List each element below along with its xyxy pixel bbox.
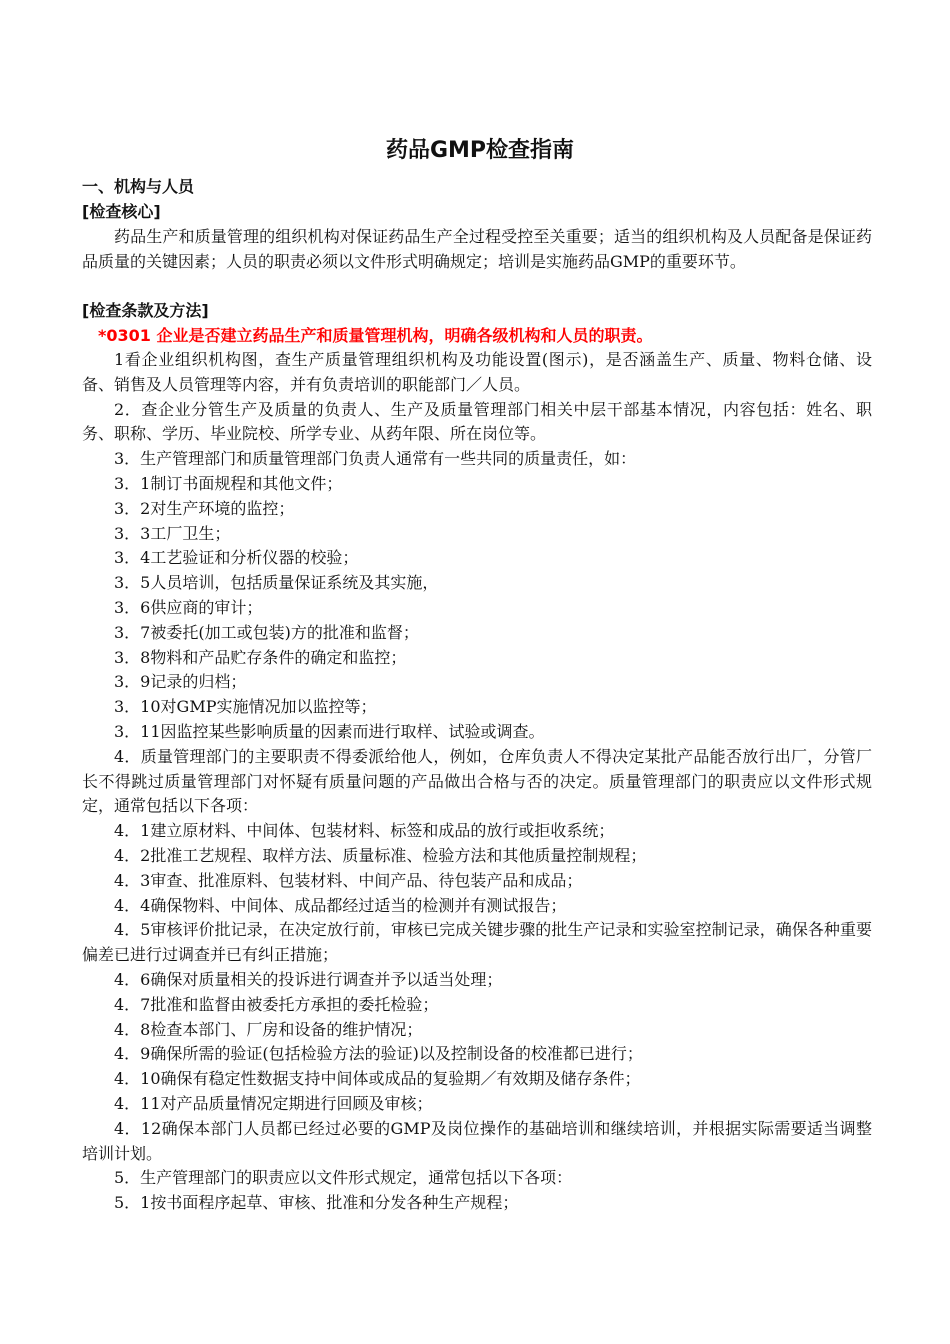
list-item: 3．6供应商的审计； (114, 597, 263, 617)
list-item: 3．生产管理部门和质量管理部门负责人通常有一些共同的质量责任，如： (114, 449, 637, 469)
list-item: 4．10确保有稳定性数据支持中间体或成品的复验期／有效期及储存条件； (114, 1069, 641, 1089)
list-item: 3．7被委托(加工或包装)方的批准和监督； (114, 622, 419, 642)
list-item: 3．10对GMP实施情况加以监控等； (114, 697, 377, 717)
list-item: 3．8物料和产品贮存条件的确定和监控； (114, 647, 407, 667)
list-item: 4．1建立原材料、中间体、包装材料、标签和成品的放行或拒收系统； (114, 821, 615, 841)
list-item: 4．12确保本部门人员都已经过必要的GMP及岗位操作的基础培训和继续培训，并根据实际需要适当调整培训计划。 (82, 1118, 872, 1163)
list-item: 4．8检查本部门、厂房和设备的维护情况； (114, 1019, 423, 1039)
list-item: 5．1按书面程序起草、审核、批准和分发各种生产规程； (114, 1193, 519, 1213)
core-heading: [检查核心] (82, 202, 161, 221)
list-item: 1看企业组织机构图，查生产质量管理组织机构及功能设置(图示)，是否涵盖生产、质量、物料仓储、设备、销售及人员管理等内容，并有负责培训的职能部门／人员。 (82, 350, 872, 394)
document-body (82, 134, 872, 1216)
core-paragraph: 药品生产和质量管理的组织机构对保证药品生产全过程受控至关重要；适当的组织机构及人员配备是保证药品质量的关键因素；人员的职责必须以文件形式明确规定；培训是实施药品GMP的重要环节。 (82, 227, 872, 271)
list-item: 4．2批准工艺规程、取样方法、质量标准、检验方法和其他质量控制规程； (114, 845, 647, 865)
list-item: 3．9记录的归档； (114, 672, 247, 692)
list-item: 4．5审核评价批记录，在决定放行前，审核已完成关键步骤的批生产记录和实验室控制记录，确保各种重要偏差已进行过调查并已有纠正措施； (82, 920, 872, 965)
list-item: 4．7批准和监督由被委托方承担的委托检验； (114, 994, 439, 1014)
list-item: 3．5人员培训，包括质量保证系统及其实施， (114, 573, 439, 593)
list-item: 4．3审查、批准原料、包装材料、中间产品、待包装产品和成品； (114, 870, 583, 890)
list-item: 5．生产管理部门的职责应以文件形式规定，通常包括以下各项： (114, 1168, 573, 1188)
document-title: 药品GMP检查指南 (385, 138, 575, 163)
list-item: 3．3工厂卫生； (114, 523, 231, 543)
method-heading: [检查条款及方法] (82, 301, 209, 320)
section-heading: 一、机构与人员 (82, 177, 195, 196)
list-item: 2．查企业分管生产及质量的负责人、生产及质量管理部门相关中层干部基本情况，内容包括：姓名、职务、职称、学历、毕业院校、所学专业、从药年限、所在岗位等。 (82, 399, 872, 444)
list-item: 4．6确保对质量相关的投诉进行调查并予以适当处理； (114, 969, 503, 989)
list-item: 3．1制订书面规程和其他文件； (114, 473, 343, 493)
paragraph-spacer (82, 274, 872, 298)
list-item: 4．4确保物料、中间体、成品都经过适当的检测并有测试报告； (114, 895, 567, 915)
list-item: 4．11对产品质量情况定期进行回顾及审核； (114, 1093, 433, 1113)
inspection-items (82, 348, 872, 1216)
list-item: 3．11因监控某些影响质量的因素而进行取样、试验或调查。 (114, 721, 545, 741)
list-item: 4．质量管理部门的主要职责不得委派给他人，例如，仓库负责人不得决定某批产品能否放行出厂，分管厂长不得跳过质量管理部门对怀疑有质量问题的产品做出合格与否的决定。质量管理部门的职责应以文件形式规定，通常包括以下各项： (82, 746, 872, 816)
list-item: 3．2对生产环境的监控； (114, 498, 295, 518)
clause-0301: *0301 企业是否建立药品生产和质量管理机构，明确各级机构和人员的职责。 (98, 326, 653, 345)
list-item: 3．4工艺验证和分析仪器的校验； (114, 548, 359, 568)
list-item: 4．9确保所需的验证(包括检验方法的验证)以及控制设备的校准都已进行； (114, 1044, 643, 1064)
